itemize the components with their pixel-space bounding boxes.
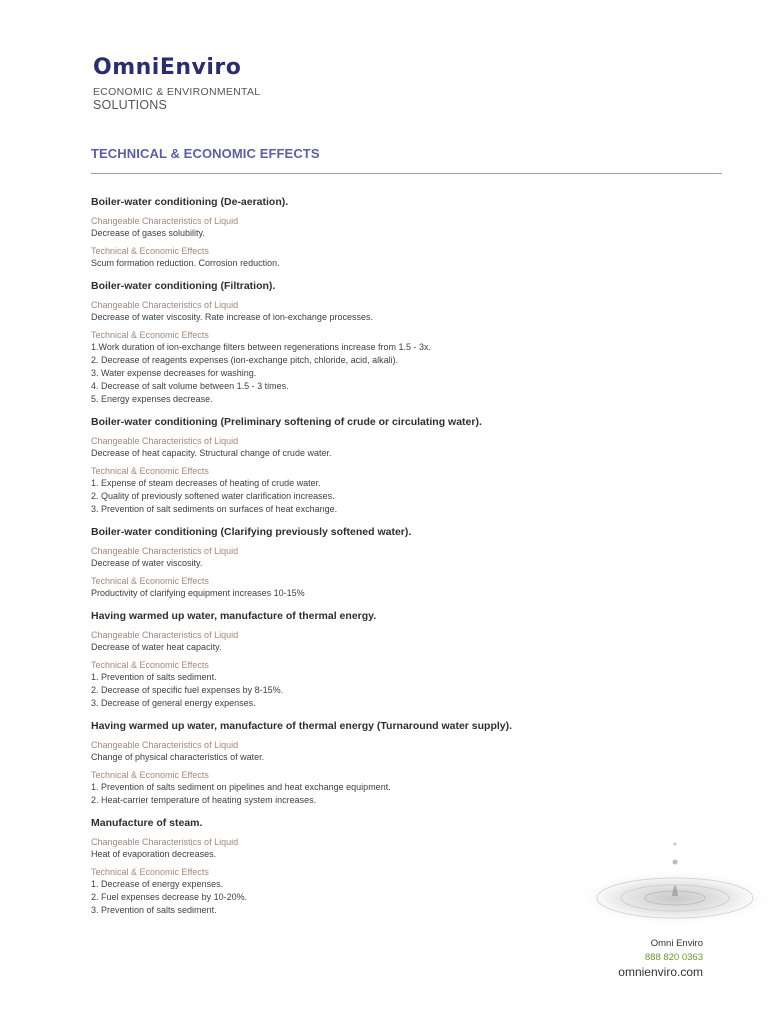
effects-block [91,659,691,710]
effects-lines [91,257,691,270]
effect-text: 2. Quality of previously softened water clarification increases. [91,491,335,501]
effect-section [91,280,691,406]
section-title: Boiler-water conditioning (De-aeration). [91,196,289,208]
footer-website-link[interactable]: omnienviro.com [618,965,703,979]
section-title: Manufacture of steam. [91,817,203,829]
effect-text: 5. Energy expenses decrease. [91,394,213,404]
effects-label: Technical & Economic Effects [91,660,209,670]
section-title: Boiler-water conditioning (Clarifying previously softened water). [91,526,412,538]
logo-tagline-line1: ECONOMIC & ENVIRONMENTAL [93,86,261,98]
changeable-label: Changeable Characteristics of Liquid [91,436,239,446]
changeable-block [91,739,691,764]
changeable-label: Changeable Characteristics of Liquid [91,216,239,226]
effects-lines [91,781,691,807]
effect-text: 4. Decrease of salt volume between 1.5 - 3 times. [91,381,289,391]
section-title: Boiler-water conditioning (Filtration). [91,280,276,292]
changeable-block [91,629,691,654]
effect-section [91,610,691,710]
effect-text: 2. Heat-carrier temperature of heating system increases. [91,795,317,805]
changeable-lines [91,751,691,764]
effect-text: 2. Decrease of reagents expenses (ion-exchange pitch, chloride, acid, alkali). [91,355,399,365]
changeable-label: Changeable Characteristics of Liquid [91,546,239,556]
effect-text: 3. Prevention of salts sediment. [91,905,217,915]
footer-phone: 888 820 0363 [644,952,703,963]
effect-text: 1.Work duration of ion-exchange filters between regenerations increase from 1.5 - 3x. [91,342,432,352]
effects-label: Technical & Economic Effects [91,576,209,586]
effect-text: 1. Prevention of salts sediment. [91,672,217,682]
changeable-lines [91,311,691,324]
company-logo [93,56,260,112]
effects-block [91,245,691,270]
changeable-label: Changeable Characteristics of Liquid [91,630,239,640]
effect-text: 1. Expense of steam decreases of heating of crude water. [91,478,321,488]
changeable-lines [91,557,691,570]
effect-text: Productivity of clarifying equipment increases 10-15% [91,588,305,598]
changeable-label: Changeable Characteristics of Liquid [91,300,239,310]
changeable-text: Decrease of water viscosity. [91,558,203,568]
effect-text: 2. Fuel expenses decrease by 10-20%. [91,892,248,902]
contact-footer [618,937,703,980]
section-title: Boiler-water conditioning (Preliminary softening of crude or circulating water). [91,416,482,428]
section-title: Having warmed up water, manufacture of thermal energy (Turnaround water supply). [91,720,513,732]
effect-text: Scum formation reduction. Corrosion reduction. [91,258,280,268]
effects-label: Technical & Economic Effects [91,867,209,877]
changeable-block [91,435,691,460]
changeable-label: Changeable Characteristics of Liquid [91,740,239,750]
effect-section [91,720,691,807]
changeable-text: Decrease of gases solubility. [91,228,205,238]
effect-text: 1. Decrease of energy expenses. [91,879,224,889]
effect-section [91,196,691,270]
changeable-text: Decrease of water viscosity. Rate increase of ion-exchange processes. [91,312,373,322]
effects-label: Technical & Economic Effects [91,466,209,476]
page-title: TECHNICAL & ECONOMIC EFFECTS [91,146,320,161]
changeable-text: Heat of evaporation decreases. [91,849,217,859]
water-drop-splash-image [555,830,768,950]
effects-block [91,575,691,600]
logo-wordmark: OmniEnviro [93,55,242,80]
effects-label: Technical & Economic Effects [91,770,209,780]
effects-block [91,329,691,406]
effects-lines [91,341,691,406]
changeable-lines [91,447,691,460]
changeable-text: Change of physical characteristics of water. [91,752,265,762]
effect-text: 3. Decrease of general energy expenses. [91,698,256,708]
effects-label: Technical & Economic Effects [91,246,209,256]
changeable-text: Decrease of heat capacity. Structural change of crude water. [91,448,332,458]
effects-lines [91,671,691,710]
effects-lines [91,587,691,600]
effect-section [91,526,691,600]
effect-text: 3. Water expense decreases for washing. [91,368,257,378]
footer-company-name: Omni Enviro [650,938,703,949]
effect-text: 1. Prevention of salts sediment on pipelines and heat exchange equipment. [91,782,391,792]
changeable-lines [91,227,691,240]
effect-section [91,416,691,516]
effects-lines [91,477,691,516]
effect-text: 3. Prevention of salt sediments on surfaces of heat exchange. [91,504,338,514]
changeable-lines [91,641,691,654]
effects-block [91,465,691,516]
changeable-text: Decrease of water heat capacity. [91,642,222,652]
effects-block [91,769,691,807]
heading-divider [91,173,722,174]
effect-text: 2. Decrease of specific fuel expenses by 8-15%. [91,685,284,695]
content-list [91,196,691,927]
changeable-block [91,545,691,570]
logo-tagline-line2: SOLUTIONS [93,98,168,112]
changeable-block [91,299,691,324]
changeable-label: Changeable Characteristics of Liquid [91,837,239,847]
changeable-block [91,215,691,240]
effects-label: Technical & Economic Effects [91,330,209,340]
section-title: Having warmed up water, manufacture of thermal energy. [91,610,377,622]
